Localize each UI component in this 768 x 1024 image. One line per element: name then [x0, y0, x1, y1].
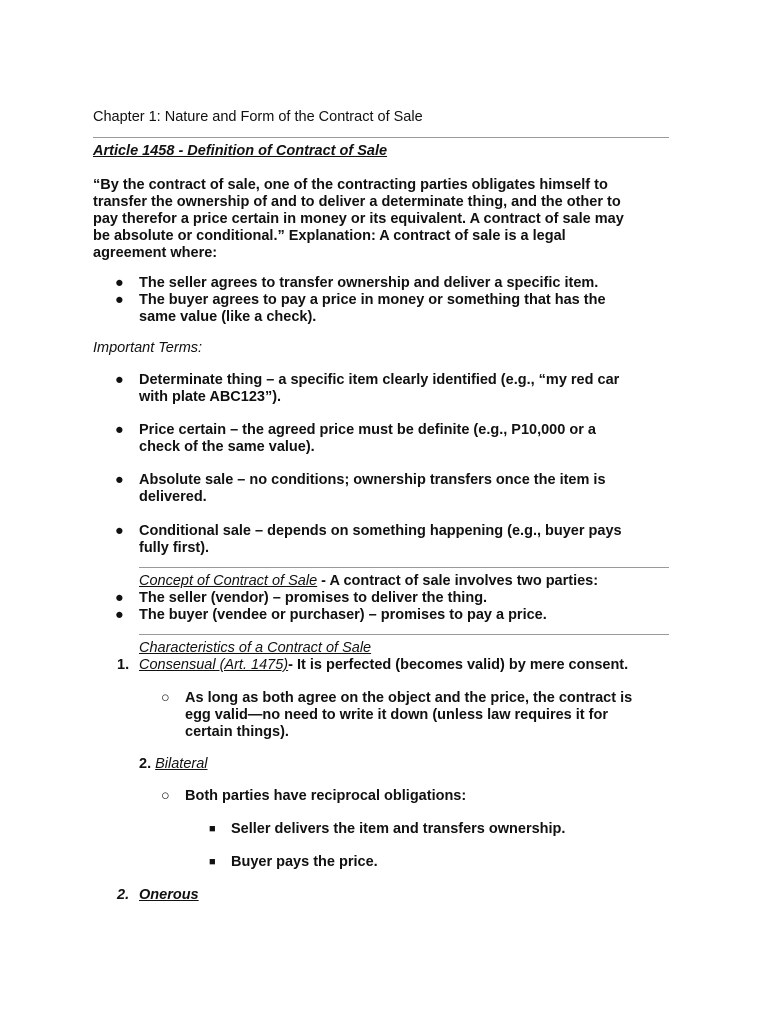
title-rule — [93, 137, 669, 138]
term-text: Determinate thing – a specific item clearly identified (e.g., “my red car — [139, 372, 620, 388]
bullet-marker: ● — [115, 422, 124, 438]
term-text: Price certain – the agreed price must be definite (e.g., P10,000 or a — [139, 422, 596, 438]
item-label: Bilateral — [155, 756, 208, 772]
definition-line: be absolute or conditional.” Explanation: A contract of sale is a legal — [93, 228, 566, 244]
term-text: delivered. — [139, 489, 207, 505]
party-text: The buyer (vendee or purchaser) – promises to pay a price. — [139, 607, 547, 623]
bullet-text: same value (like a check). — [139, 309, 317, 325]
definition-line: agreement where: — [93, 245, 218, 261]
concept-rule — [139, 567, 669, 568]
item-number: 2. — [117, 887, 130, 903]
chapter-title: Chapter 1: Nature and Form of the Contract of Sale — [93, 109, 423, 125]
bullet-marker: ● — [115, 372, 124, 388]
circle-marker: ○ — [161, 690, 170, 706]
sub-text: Both parties have reciprocal obligations: — [185, 788, 467, 804]
item-text: - It is perfected (becomes valid) by mere consent. — [288, 657, 629, 673]
term-text: Absolute sale – no conditions; ownership transfers once the item is — [139, 472, 606, 488]
definition-paragraph — [93, 177, 693, 262]
party-text: The seller (vendor) – promises to deliver the thing. — [139, 590, 488, 606]
characteristics-heading: Characteristics of a Contract of Sale — [139, 640, 372, 656]
item-number: 1. — [117, 657, 130, 673]
sub-text: As long as both agree on the object and the price, the contract is — [185, 690, 633, 706]
concept-text: - A contract of sale involves two parties: — [317, 573, 599, 589]
definition-line: “By the contract of sale, one of the contracting parties obligates himself to — [93, 177, 608, 193]
bullet-marker: ● — [115, 472, 124, 488]
bullet-text: The buyer agrees to pay a price in money or something that has the — [139, 292, 606, 308]
circle-marker: ○ — [161, 788, 170, 804]
important-terms-heading: Important Terms: — [93, 340, 203, 356]
definition-line: transfer the ownership of and to deliver a determinate thing, and the other to — [93, 194, 621, 210]
sub-text: egg valid—no need to write it down (unless law requires it for — [185, 707, 608, 723]
term-text: with plate ABC123”). — [139, 389, 282, 405]
bullet-text: The seller agrees to transfer ownership and deliver a specific item. — [139, 275, 599, 291]
bullet-marker: ● — [115, 607, 124, 623]
term-text: fully first). — [139, 540, 210, 556]
concept-line — [139, 573, 598, 590]
characteristics-rule — [139, 634, 669, 635]
item-label: Onerous — [139, 887, 199, 903]
sub-text: certain things). — [185, 724, 289, 740]
term-text: Conditional sale – depends on something happening (e.g., buyer pays — [139, 523, 622, 539]
bullet-marker: ● — [115, 523, 124, 539]
bullet-marker: ● — [115, 275, 124, 291]
concept-label: Concept of Contract of Sale — [139, 573, 318, 589]
bullet-marker: ● — [115, 292, 124, 308]
item-label: Consensual (Art. 1475) — [139, 657, 289, 673]
subsub-text: Seller delivers the item and transfers ownership. — [231, 821, 566, 837]
item-number: 2. — [139, 756, 152, 772]
term-text: check of the same value). — [139, 439, 315, 455]
characteristic-item-2 — [139, 756, 208, 773]
bullet-marker: ● — [115, 590, 124, 606]
square-marker: ■ — [209, 856, 216, 868]
definition-line: pay therefor a price certain in money or its equivalent. A contract of sale may — [93, 211, 624, 227]
article-heading: Article 1458 - Definition of Contract of Sale — [93, 143, 388, 159]
subsub-text: Buyer pays the price. — [231, 854, 378, 870]
square-marker: ■ — [209, 823, 216, 835]
